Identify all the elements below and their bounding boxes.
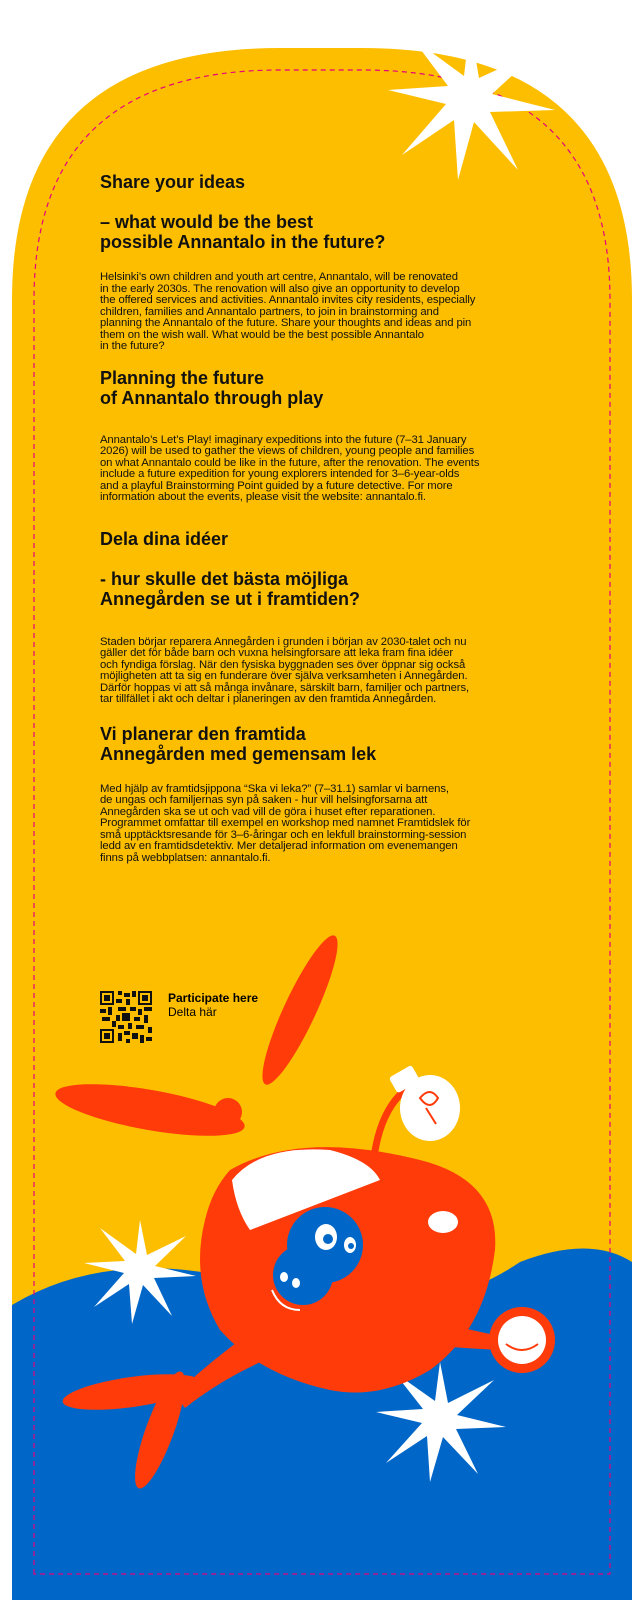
swedish-heading: Dela dina idéer bbox=[100, 528, 229, 549]
swedish-subheading: - hur skulle det bästa möjliga Annegården se ut i framtiden? bbox=[100, 568, 361, 609]
english-subheading: – what would be the best possible Annantalo in the future? bbox=[100, 212, 386, 252]
participate-block bbox=[100, 991, 258, 1043]
participate-label-sv: Delta här bbox=[168, 1005, 217, 1019]
text-content bbox=[100, 172, 570, 864]
participate-text bbox=[168, 991, 258, 1043]
swedish-intro: Staden börjar reparera Annegården i grunden i början av 2030-talet och nu gäller det för både barn och vuxna helsingforsare att leka fram fina idéer och fyndiga förslag. När den fysiska byggnaden ses över öppnar sig också möjligheten att ta sig en funderare över själva verksamheten i Annegården. Därför hoppas vi att så många invånare, särskilt barn, familjer och partners, tar tillfället i akt och deltar i planeringen av den framtida Annegården. bbox=[100, 635, 470, 705]
english-play-text: Annantalo’s Let’s Play! imaginary expeditions into the future (7–31 January 2026) will be used to gather the views of children, young people and families on what Annantalo could be like in the future, after the renovation. The events include a future expedition for young explorers intended for 3–6-year-olds and a playful Brainstorming Point guided by a future detective. For more information about the events, please visit the website: annantalo.fi. bbox=[100, 433, 480, 503]
english-play-heading: Planning the future of Annantalo through play bbox=[100, 367, 324, 408]
participate-label-en: Participate here bbox=[168, 991, 259, 1005]
swedish-play-text: Med hjälp av framtidsjippona “Ska vi leka?” (7–31.1) samlar vi barnens, de ungas och familjernas syn på saken - hur vill helsingforsarna att Annegården ska se ut och vad vill de göra i huset efter reparationen. Programmet omfattar till exempel en workshop med namnet Framtidslek för små upptäcktsresande för 3–6-åringar och en lekfull brainstorming-session ledd av en framtidsdetektiv. Mer detaljerad information om evenemangen finns på webbplatsen: annantalo.fi. bbox=[100, 782, 471, 864]
qr-code-icon[interactable] bbox=[100, 991, 152, 1043]
swedish-play-heading: Vi planerar den framtida Annegården med gemensam lek bbox=[100, 723, 377, 764]
english-heading: Share your ideas bbox=[100, 172, 246, 192]
english-intro: Helsinki’s own children and youth art centre, Annantalo, will be renovated in the early 2030s. The renovation will also give an opportunity to develop the offered services and activities. Annantalo invites city residents, especially children, families and Annantalo partners, to join in brainstorming and planning the Annantalo of the future. Share your thoughts and ideas and pin them on the wish wall. What would be the best possible Annantalo in the future? bbox=[100, 271, 476, 352]
